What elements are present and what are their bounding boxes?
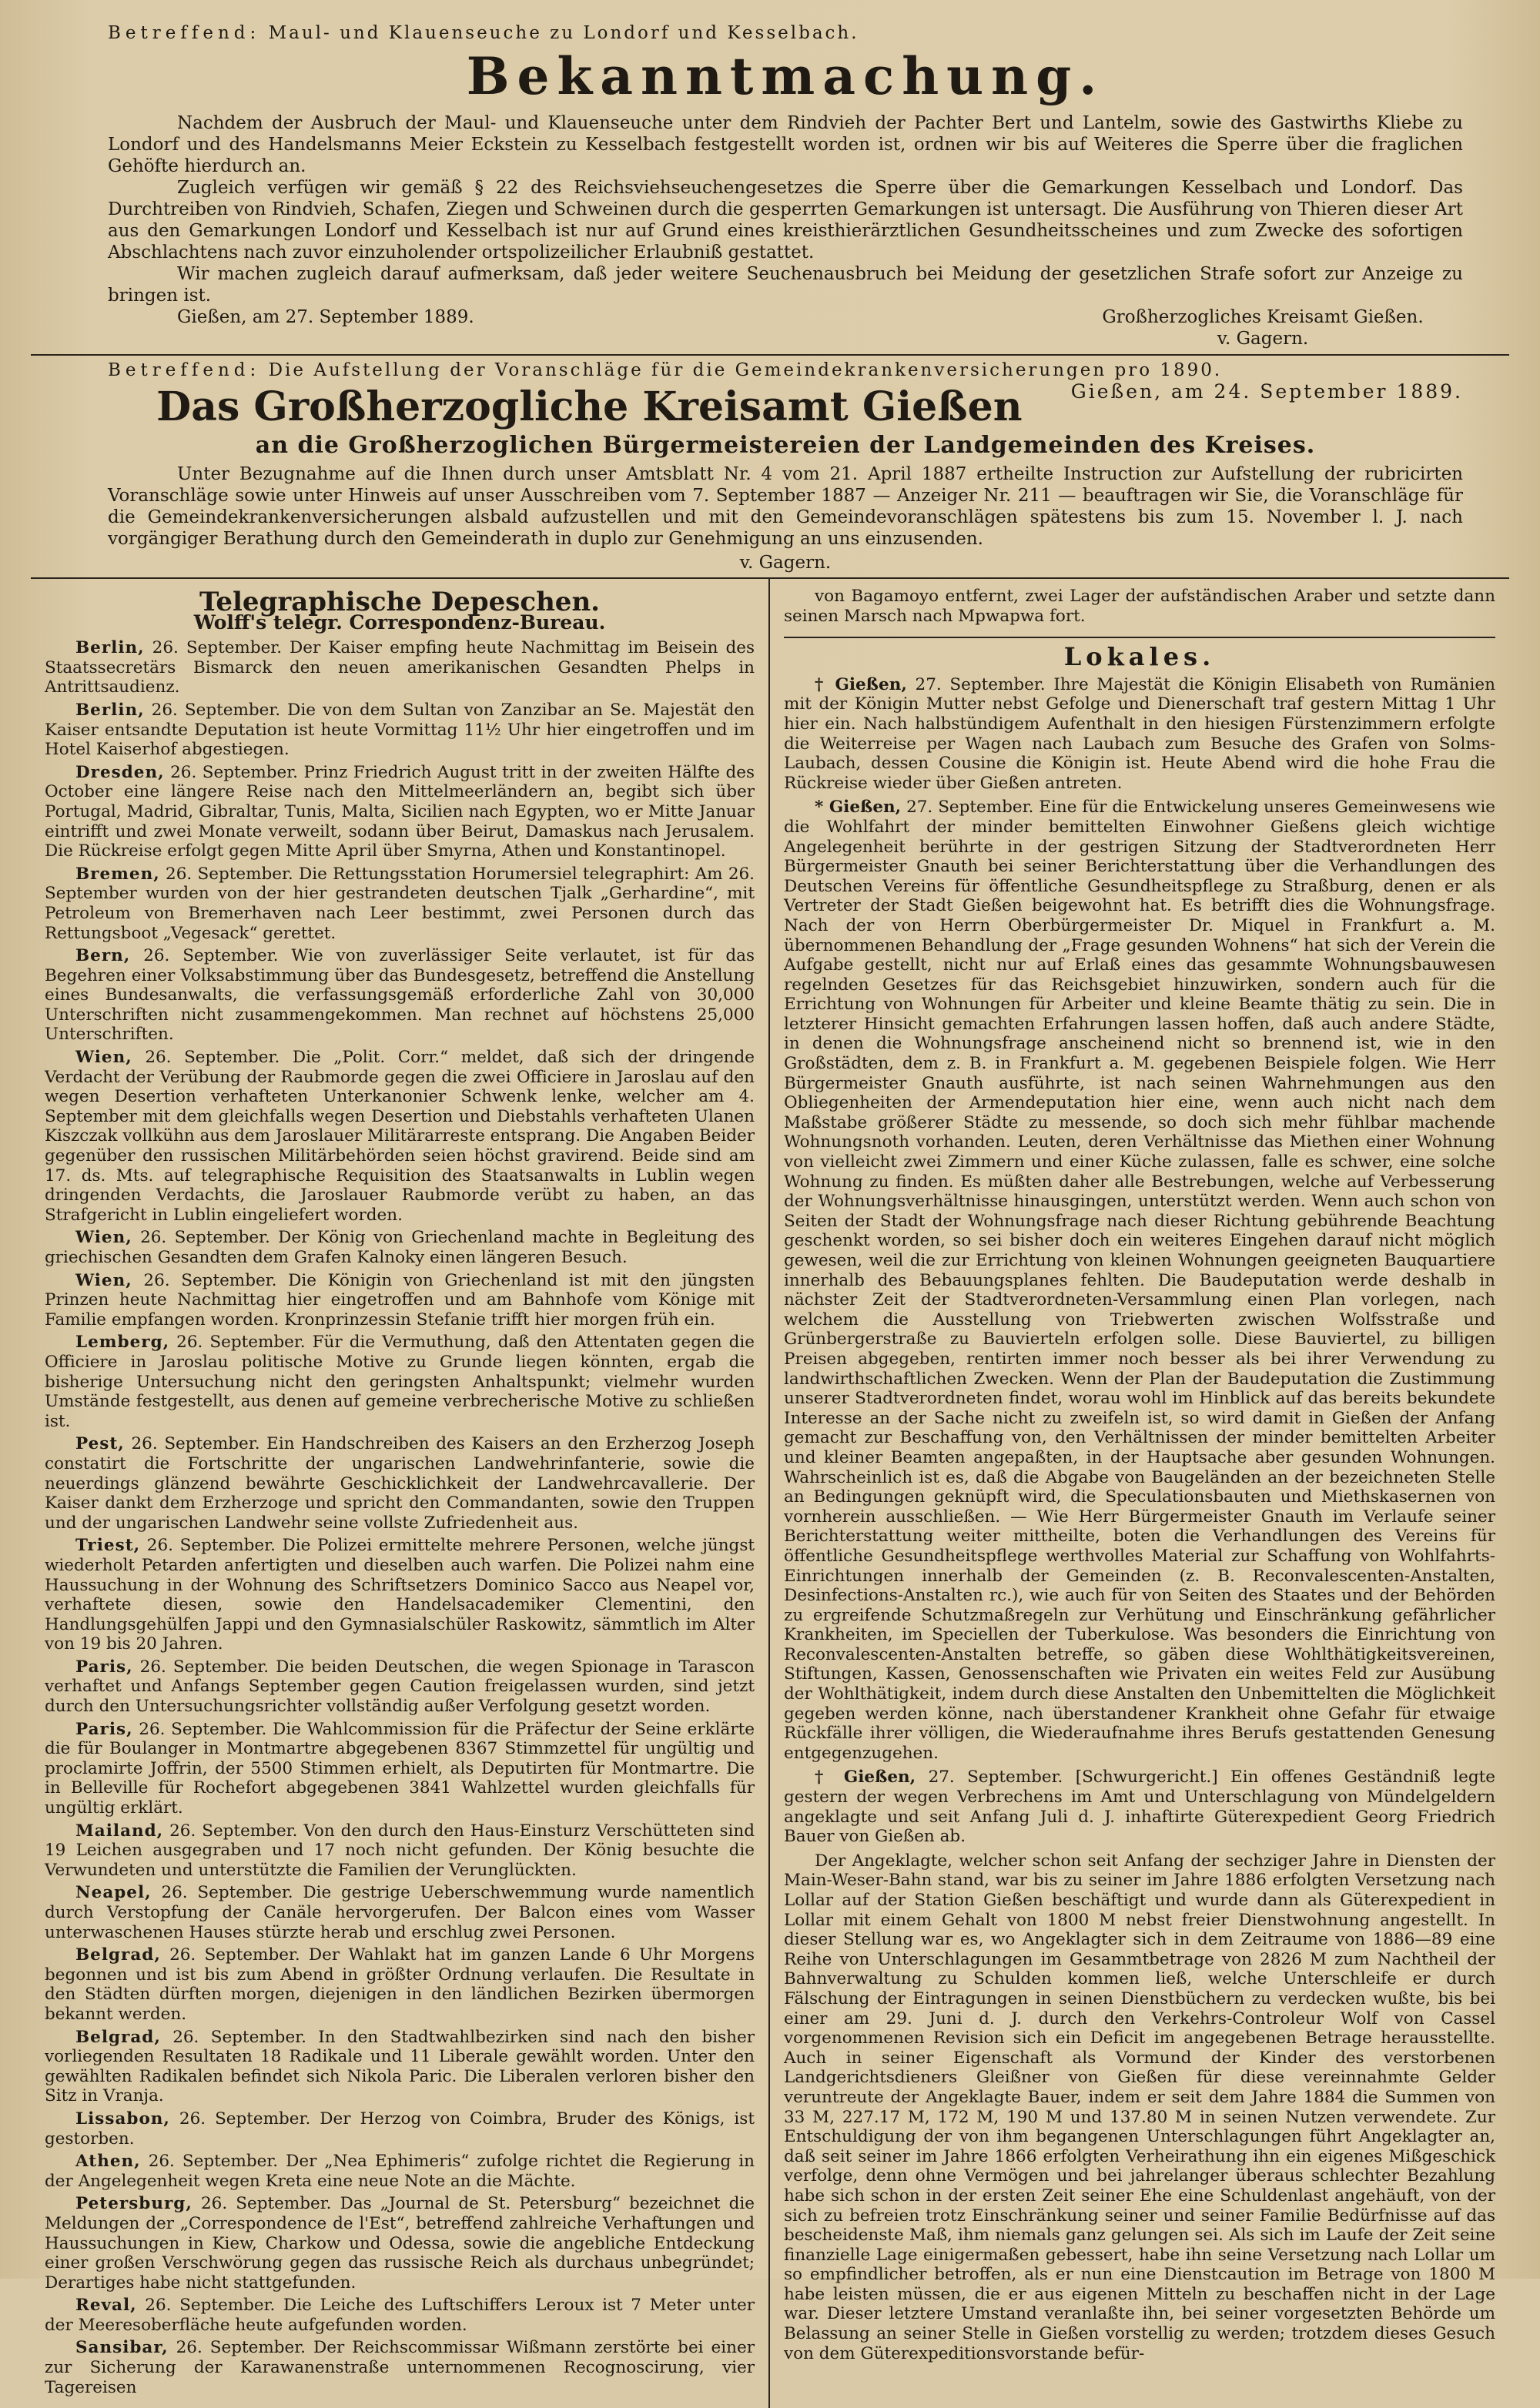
notice2-date: Gießen, am 24. September 1889. bbox=[1070, 380, 1463, 403]
notice2-paragraph: Unter Bezugnahme auf die Ihnen durch unser Amtsblatt Nr. 4 vom 21. April 1887 ertheilte Instruction zur Aufstellung der rubricirten Voranschläge sowie unter Hinweis auf unser Ausschreiben vom 7. September 1887 — Anzeiger Nr. 211 — beauftragen wir Sie, die Voranschläge für die Gemeindekrankenversicherungen alsbald aufzustellen und mit den Gemeindevoranschlägen spätestens bis zum 15. November l. J. nach vorgängiger Berathung durch den Gemeinderath in duplo zur Genehmigung an uns einzusenden. bbox=[108, 464, 1463, 549]
local-item-court bbox=[784, 1768, 1495, 1846]
telegram-place: Berlin, bbox=[75, 638, 145, 658]
telegram-text: 26. September. Der Kaiser empfing heute Nachmittag im Beisein des Staatssecretärs Bismarck den neuen amerikanischen Gesandten Phelps in Antrittsaudienz. bbox=[45, 638, 755, 697]
telegram-place: Wien, bbox=[75, 1270, 132, 1290]
telegram-text: 26. September. Der Herzog von Coimbra, Bruder des Königs, ist gestorben. bbox=[45, 2109, 755, 2149]
telegram-place: Dresden, bbox=[75, 762, 165, 782]
telegram-place: Wien, bbox=[75, 1228, 132, 1248]
telegram-text: 26. September. Die Rettungsstation Horumersiel telegraphirt: Am 26. September wurden von der hier gestrandeten deutschen Tjalk „Gerhardine“, mit Petroleum von Bremerhaven nach Leer bestimmt, zwei Personen durch das Rettungsboot „Vegesack“ gerettet. bbox=[45, 864, 755, 943]
telegram-text: 26. September. Das „Journal de St. Petersburg“ bezeichnet die Meldungen der „Correspondence de l'Est“, betreffend zahlreiche Verhaftungen und Haussuchungen in Kiew, Charkow und Odessa, sowie die angebliche Entdeckung einer großen Verschwörung gegen das russische Reich als durchaus unbegründet; Derartiges habe nicht stattgefunden. bbox=[45, 2194, 755, 2293]
telegram-item bbox=[45, 2109, 755, 2149]
telegram-item bbox=[45, 1434, 755, 1533]
notice1-office: Großherzogliches Kreisamt Gießen. bbox=[1102, 307, 1424, 327]
notice1-paragraph-3: Wir machen zugleich darauf aufmerksam, daß jeder weitere Seuchenausbruch bei Meidung der gesetzlichen Strafe sofort zur Anzeige zu bringen ist. bbox=[108, 264, 1463, 306]
telegram-item bbox=[45, 946, 755, 1045]
telegram-place: Pest, bbox=[75, 1434, 125, 1454]
telegram-item bbox=[45, 1333, 755, 1431]
telegram-item bbox=[45, 1536, 755, 1654]
local-item-2-place: * Gießen, bbox=[815, 798, 902, 818]
telegram-text: 26. September. Die Königin von Griechenland ist mit den jüngsten Prinzen heute Nachmittag hier eingetroffen und am Bahnhofe vom Könige mit Familie empfangen worden. Kronprinzessin Stefanie trifft hier morgen früh ein. bbox=[45, 1270, 755, 1329]
telegram-item bbox=[45, 2152, 755, 2191]
telegram-item bbox=[45, 1228, 755, 1267]
telegram-continuation: von Bagamoyo entfernt, zwei Lager der aufständischen Araber und setzte dann seinen Marsch nach Mpwapwa fort. bbox=[784, 587, 1495, 626]
telegram-place: Triest, bbox=[75, 1536, 141, 1556]
telegram-item bbox=[45, 865, 755, 943]
local-item-2-text: 27. September. Eine für die Entwickelung unseres Gemeinwesens wie die Wohlfahrt der minder bemittelten Einwohner Gießens gleich wichtige Angelegenheit berührte in der gestrigen Sitzung der Stadtverordneten Herr Bürgermeister Gnauth bei seiner Berichterstattung über die Verhandlungen des Deutschen Vereins für öffentliche Gesundheitspflege zu Straßburg, denen er als Vertreter der Stadt Gießen beigewohnt hat. Es betrifft dies die Wohnungsfrage. Nach der von Herrn Oberbürgermeister Dr. Miquel in Frankfurt a. M. übernommenen Behandlung der „Frage gesunden Wohnens“ hat sich der Verein die Aufgabe gestellt, nicht nur auf Erlaß eines das gesammte Wohnungsbauwesen regelnden Gesetzes für das Reichsgebiet hinzuwirken, sondern auch für die Errichtung von Wohnungen für Arbeiter und kleine Beamte thätig zu sein. Die in letzterer Hinsicht gemachten Erfahrungen lassen hoffen, daß auch andere Städte, in denen die Wohnungsfrage anscheinend nicht so brennend ist, wie in den Großstädten, dem z. B. in Frankfurt a. M. gegebenen Beispiele folgen. Wie Herr Bürgermeister Gnauth ausführte, ist nach seinen Wahrnehmungen aus den Obliegenheiten der Armendeputation hier eine, wenn auch nicht nach dem Maßstabe größerer Städte zu messende, so doch sich mehr fühlbar machende Wohnungsnoth vorhanden. Leuten, deren Verhältnisse das Miethen einer Wohnung von vielleicht zwei Zimmern und einer Küche zulassen, falle es schwer, eine solche Wohnung zu finden. Es müßten daher alle Bestrebungen, welche auf Verbesserung der Wohnungsverhältnisse hinausgingen, unterstützt werden. Wenn auch schon von Seiten der Stadt der Wohnungsfrage nach dieser Richtung gebührende Beachtung geschenkt worden, so sei bisher doch ein weiteres Eingehen darauf nicht möglich gewesen, weil die zur Errichtung von kleinen Wohnungen geeigneten Bauquartiere innerhalb des Bebauungsplanes fehlten. Die Baudeputation werde deshalb in nächster Zeit der Stadtverordneten-Versammlung einen Plan vorlegen, nach welchem die Ausstellung von Triebwerten zwischen Wolfsstraße und Grünbergerstraße zu Bauvierteln erfolgen solle. Diese Bauviertel, zu billigen Preisen abgegeben, rentirten immer noch besser als bei ihrer Verwendung zu landwirthschaftlichen Zwecken. Wenn der Plan der Baudeputation die Zustimmung unserer Stadtverordneten findet, worau wohl im Hinblick auf das bereits bekundete Interesse an der Sache nicht zu zweifeln ist, so wird damit in Gießen der Anfang gemacht zur Beschaffung von, den Verhältnissen der minder bemittelten Arbeiter und kleiner Beamten angepaßten, in der Hauptsache aber gesunden Wohnungen. Wahrscheinlich ist es, daß die Abgabe von Baugeländen an der bezeichneten Stelle an Bedingungen geknüpft wird, die Speculationsbauten und Miethskasernen von vornherein ausschließen. — Wie Herr Bürgermeister Gnauth im Verlaufe seiner Berichterstattung weiter mittheilte, boten die Verhandlungen des Vereins für öffentliche Gesundheitspflege werthvolles Material zur Schaffung von Wohlfahrts-Einrichtungen innerhalb der Gemeinden (z. B. Reconvalescenten-Anstalten, Desinfections-Anstalten rc.), wie auch für von Seiten des Staates und der Behörden zu ergreifende Schutzmaßregeln zur Verhütung und Einschränkung gefährlicher Krankheiten, im Speciellen der Tuberkulose. Was besonders die Einrichtung von Reconvalescenten-Anstalten betreffe, so gäben diese Wohlthätigkeitsvereinen, Stiftungen, Kassen, Genossenschaften wie Privaten ein weites Feld zur Ausübung der Wohlthätigkeit, indem durch diese Anstalten den Unbemittelten die Möglichkeit gegeben werden könne, nach überstandener Krankheit ohne Gefahr für etwaige Rückfälle ihrer völligen, die Wiederaufnahme ihres Berufs gestattenden Genesung entgegenzugehen. bbox=[784, 798, 1495, 1763]
notice2-betreff-text: Die Aufstellung der Voranschläge für die Gemeindekrankenversicherungen pro 1890. bbox=[268, 360, 1223, 380]
notice2-betreff bbox=[108, 360, 1463, 403]
notice2-body bbox=[108, 463, 1463, 550]
notice2-subtitle: an die Großherzoglichen Bürgermeistereien der Landgemeinden des Kreises. bbox=[255, 432, 1316, 459]
telegram-item bbox=[45, 1048, 755, 1225]
telegram-item bbox=[45, 1821, 755, 1881]
notice1-paragraph-1: Nachdem der Ausbruch der Maul- und Klauenseuche unter dem Rindvieh der Pachter Bert und Lantelm, sowie des Gastwirths Kliebe zu Londorf und des Handelsmanns Meier Eckstein zu Kesselbach festgestellt worden ist, ordnen wir bis auf Weiteres die Sperre über die fraglichen Gehöfte hierdurch an. bbox=[108, 113, 1463, 176]
telegram-text: 26. September. Die Wahlcommission für die Präfectur der Seine erklärte die für Boulanger in Montmartre abgegebenen 8367 Stimmzettel für ungültig und proclamirte Joffrin, der 5500 Stimmen erhielt, als Deputirten für Montmartre. Die in Belleville für Rochefort abgegebenen 3841 Wahlzettel wurden gleichfalls für ungültig erklärt. bbox=[45, 1719, 755, 1818]
telegram-place: Lissabon, bbox=[75, 2109, 170, 2129]
telegram-text: 26. September. Die Polizei ermittelte mehrere Personen, welche jüngst wiederholt Petarden anfertigten und dieselben auch warfen. Die Polizei nahm eine Haussuchung in der Wohnung des Schriftsetzers Dominico Sacco aus Neapel vor, verhaftete diesen, sowie den Handelsacademiker Clementini, den Handlungsgehülfen Jappi und den Gymnasialschüler Raskowitz, sämmtlich im Alter von 19 bis 20 Jahren. bbox=[45, 1536, 755, 1654]
telegram-text: 26. September. Die „Polit. Corr.“ meldet, daß sich der dringende Verdacht der Verübung der Raubmorde gegen die zwei Officiere in Jaroslau auf den wegen Desertion verhafteten Unterkanonier Schwenk lenke, welcher am 4. September mit dem gleichfalls wegen Desertion und Diebstahls verhafteten Ulanen Kiszczak vollkühn aus dem Jaroslauer Militärarreste entsprang. Die Angaben Beider gegenüber den russischen Militärbehörden seien höchst gravirend. Beide sind am 17. ds. Mts. auf telegraphische Requisition des Staatsanwalts in Lublin wegen dringenden Verdachts, die Jaroslauer Raubmorde verübt zu haben, an das Strafgericht in Lublin eingeliefert worden. bbox=[45, 1048, 755, 1225]
telegram-place: Paris, bbox=[75, 1657, 133, 1677]
telegram-place: Lemberg, bbox=[75, 1333, 170, 1353]
telegram-place: Belgrad, bbox=[75, 2027, 161, 2047]
telegram-text: 26. September. Von den durch den Haus-Einsturz Verschütteten sind 19 Leichen ausgegraben und 17 noch nicht gefunden. Der König besuchte die Verwundeten und unterstützte die Familien der Verunglückten. bbox=[45, 1821, 755, 1880]
telegram-place: Berlin, bbox=[75, 700, 145, 720]
divider-rule bbox=[31, 354, 1509, 356]
telegram-text: 26. September. Die Leiche des Luftschiffers Leroux ist 7 Meter unter der Meeresoberfläche heute aufgefunden worden. bbox=[45, 2296, 755, 2335]
telegram-text: 26. September. Die gestrige Ueberschwemmung wurde namentlich durch Verstopfung der Canäle hervorgerufen. Der Balcon eines vom Wasser unterwaschenen Hauses stürzte herab und erschlug zwei Personen. bbox=[45, 1883, 755, 1942]
telegrams-title: Telegraphische Depeschen. bbox=[199, 587, 600, 617]
telegram-place: Belgrad, bbox=[75, 1945, 161, 1965]
columns bbox=[31, 577, 1509, 2408]
local-news-title: Lokales. bbox=[784, 637, 1495, 667]
telegram-text: 26. September. Der „Nea Ephimeris“ zufolge richtet die Regierung in der Angelegenheit wegen Kreta eine neue Note an die Mächte. bbox=[45, 2152, 755, 2191]
telegram-place: Petersburg, bbox=[75, 2194, 192, 2214]
notice-health-insurance bbox=[108, 360, 1463, 573]
telegram-text: 26. September. Für die Vermuthung, daß den Attentaten gegen die Officiere in Jaroslau politische Motive zu Grunde liegen könnten, ergab die bisherige Untersuchung nicht den geringsten Anhaltspunkt; vielmehr wurden Umstände festgestellt, aus denen auf gemeine verbrecherische Motive zu schließen ist. bbox=[45, 1333, 755, 1431]
telegram-text: 26. September. Ein Handschreiben des Kaisers an den Erzherzog Joseph constatirt die Fortschritte der ungarischen Landwehrinfanterie, sowie die neuerdings glänzend bewährte Geschicklichkeit der Landwehrcavallerie. Der Kaiser dankt dem Erzherzoge und spricht den Commandanten, sowie den Truppen und der ungarischen Landwehr seine vollste Zufriedenheit aus. bbox=[45, 1434, 755, 1533]
telegram-text: 26. September. In den Stadtwahlbezirken sind nach den bisher vorliegenden Resultaten 18 Radikale und 11 Liberale gewählt worden. Unter den gewählten Radikalen befindet sich Nikola Paric. Die Liberalen verloren bisher den Sitz in Vranja. bbox=[45, 2027, 755, 2106]
telegram-text: 26. September. Prinz Friedrich August tritt in der zweiten Hälfte des October eine längere Reise nach den Mittelmeerländern an, begibt sich über Portugal, Madrid, Gibraltar, Tunis, Malta, Sicilien nach Egypten, wo er Mitte Januar eintrifft und zwei Monate verweilt, sodann über Beirut, Damaskus nach Jerusalem. Die Rückreise erfolgt gegen Mitte April über Smyrna, Athen und Konstantinopel. bbox=[45, 762, 755, 861]
notice2-title: Das Großherzogliche Kreisamt Gießen bbox=[156, 383, 1023, 430]
notice1-betreff bbox=[108, 23, 1463, 43]
telegram-text: 26. September. Die beiden Deutschen, die wegen Spionage in Tarascon verhaftet und Anfangs September gegen Caution freigelassen wurden, sind jetzt durch den Untersuchungsrichter vollständig außer Verfolgung gesetzt worden. bbox=[45, 1657, 755, 1717]
column-left bbox=[31, 579, 770, 2408]
telegram-place: Reval, bbox=[75, 2296, 137, 2316]
local-item-court-continued: Der Angeklagte, welcher schon seit Anfang der sechziger Jahre in Diensten der Main-Weser-Bahn stand, war bis zu seiner im Jahre 1886 erfolgten Versetzung nach Lollar auf der Station Gießen beschäftigt und wurde dann als Güterexpedient in Lollar mit einem Gehalt von 1800 M nebst freier Dienstwohnung angestellt. In dieser Stellung war es, wo Angeklagter sich in dem Zeitraume von 1886—89 eine Reihe von Unterschlagungen im Gesammtbetrage von 2826 M zum Nachtheil der Bahnverwaltung zu Schulden kommen ließ, welche Unterschleife er durch Fälschung der Eintragungen in seinen Dienstbüchern zu verdecken wußte, bis bei einer am 29. Juni d. J. durch den Verkehrs-Controleur Wolf von Cassel vorgenommenen Revision sich ein Deficit im angegebenen Betrage herausstellte. Auch in seiner Eigenschaft als Vormund der Kinder des verstorbenen Landgerichtsdieners Gleißner von Gießen für diese vereinnahmte Gelder veruntreute der Angeklagte Bauer, indem er seit dem Jahre 1884 die Summen von 33 M, 227.17 M, 172 M, 190 M und 137.80 M in seinen Nutzen verwendete. Zur Entschuldigung der von ihm begangenen Unterschlagungen führt Angeklagter an, daß seit seiner im Jahre 1866 erfolgten Verheirathung ihn ein eigenes Mißgeschick verfolge, denn ohne Vermögen und bei jahrelanger überaus schlechter Bezahlung habe sich schon in der ersten Zeit seiner Ehe eine Schuldenlast angehäuft, von der sich zu befreien trotz Einschränkung seiner und seiner Familie Bedürfnisse auf das bescheidenste Maß, ihm niemals ganz gelungen sei. Als sich im Laufe der Zeit seine finanzielle Lage einigermaßen gebessert, habe ihn seine Versetzung nach Lollar um so empfindlicher betroffen, als er nun eine Dienstcaution im Betrage von 1800 M habe leisten müssen, die er aus eigenen Mitteln zu beschaffen nicht in der Lage war. Dieser letztere Umstand veranlaßte ihn, bei seiner vorgesetzten Behörde um Belassung an seiner Stelle in Gießen vorstellig zu werden; trotzdem dieses Gesuch von dem Güterexpeditionsvorstande befür- bbox=[784, 1851, 1495, 2363]
local-item-housing bbox=[784, 798, 1495, 1763]
local-item-1-place: † Gießen, bbox=[815, 674, 907, 694]
notice1-betreff-label: Betreffend: bbox=[108, 23, 261, 43]
telegram-place: Bern, bbox=[75, 946, 131, 966]
telegram-item bbox=[45, 1945, 755, 2024]
telegram-place: Wien, bbox=[75, 1048, 132, 1068]
notice1-body bbox=[108, 112, 1463, 306]
telegram-item bbox=[45, 763, 755, 861]
telegram-place: Bremen, bbox=[75, 864, 160, 884]
telegram-place: Athen, bbox=[75, 2152, 141, 2172]
telegram-place: Sansibar, bbox=[75, 2338, 169, 2358]
telegram-item bbox=[45, 2028, 755, 2106]
telegram-item bbox=[45, 1271, 755, 1330]
notice-foot-and-mouth bbox=[108, 23, 1463, 349]
telegram-text: 26. September. Der Reichscommissar Wißmann zerstörte bei einer zur Sicherung der Karawanenstraße unternommenen Recognoscirung, vier Tagereisen bbox=[45, 2338, 755, 2397]
telegram-item bbox=[45, 638, 755, 697]
local-item-1-text: 27. September. Ihre Majestät die Königin Elisabeth von Rumänien mit der Königin Mutter nebst Gefolge und Dienerschaft traf gestern Mittag 1 Uhr hier ein. Nach halbstündigem Aufenthalt in den hiesigen Fürstenzimmern erfolgte die Weiterreise per Wagen nach Laubach zum Besuche des Grafen von Solms-Laubach, dessen Cousine die Königin ist. Heute Abend wird die hohe Frau die Rückreise wieder über Gießen antreten. bbox=[784, 674, 1495, 793]
telegram-item bbox=[45, 2338, 755, 2397]
notice1-date: Gießen, am 27. September 1889. bbox=[177, 307, 474, 327]
telegram-item bbox=[45, 701, 755, 760]
telegram-text: 26. September. Die von dem Sultan von Zanzibar an Se. Majestät den Kaiser entsandte Deputation ist heute Vormittag 11½ Uhr hier eingetroffen und im Hotel Kaiserhof abgestiegen. bbox=[45, 700, 755, 760]
telegram-item bbox=[45, 2194, 755, 2293]
telegrams-subtitle: Wolff's telegr. Correspondenz-Bureau. bbox=[193, 610, 606, 634]
telegram-list bbox=[45, 638, 755, 2397]
telegram-item bbox=[45, 2296, 755, 2335]
telegram-text: 26. September. Der Wahlakt hat im ganzen Lande 6 Uhr Morgens begonnen und ist bis zum Abend in größter Ordnung verlaufen. Die Resultate in den Städten dürften morgen, diejenigen in den ländlichen Bezirken übermorgen bekannt werden. bbox=[45, 1945, 755, 2024]
notice1-signature-row bbox=[108, 306, 1463, 328]
notice1-paragraph-2: Zugleich verfügen wir gemäß § 22 des Reichsviehseuchengesetzes die Sperre über die Gemarkungen Kesselbach und Londorf. Das Durchtreiben von Rindvieh, Schafen, Ziegen und Schweinen durch die gesperrten Gemarkungen ist untersagt. Die Ausführung von Thieren dieser Art aus den Gemarkungen Londorf und Kesselbach ist nur auf Grund eines kreisthierärztlichen Gesundheitsscheines und zum Zwecke des sofortigen Abschlachtens nach zuvor einzuholender ortspolizeilicher Erlaubniß gestattet. bbox=[108, 178, 1463, 263]
telegram-text: 26. September. Der König von Griechenland machte in Begleitung des griechischen Gesandten dem Grafen Kalnoky einen längeren Besuch. bbox=[45, 1228, 755, 1267]
column-right bbox=[770, 579, 1509, 2408]
telegram-item bbox=[45, 1720, 755, 1818]
local-item-3-place: † Gießen, bbox=[815, 1768, 916, 1788]
local-item-3-text: 27. September. [Schwurgericht.] Ein offenes Geständniß legte gestern der wegen Verbrechens im Amt und Unterschlagung von Mündelgeldern angeklagte und seit Anfang Juli d. J. inhaftirte Güterexpedient Georg Friedrich Bauer von Gießen ab. bbox=[784, 1768, 1495, 1847]
telegram-item bbox=[45, 1657, 755, 1717]
telegram-item bbox=[45, 1883, 755, 1942]
telegram-place: Paris, bbox=[75, 1719, 133, 1739]
notice1-betreff-text: Maul- und Klauenseuche zu Londorf und Kesselbach. bbox=[268, 23, 859, 43]
telegram-place: Neapel, bbox=[75, 1883, 152, 1903]
notice2-signature: v. Gagern. bbox=[739, 553, 832, 573]
notice1-signature-row-2 bbox=[108, 328, 1463, 349]
notice1-title: Bekanntmachung. bbox=[466, 46, 1105, 106]
telegram-text: 26. September. Wie von zuverlässiger Seite verlautet, ist für das Begehren einer Volksabstimmung über das Bundesgesetz, betreffend die Anstellung eines Bundesanwalts, die verfassungsgemäß erforderliche Zahl von 30,000 Unterschriften nicht zusammengekommen. Man rechnet auf höchstens 25,000 Unterschriften. bbox=[45, 946, 755, 1045]
notice1-signature: v. Gagern. bbox=[1217, 329, 1309, 349]
notice2-betreff-label: Betreffend: bbox=[108, 360, 261, 380]
local-item-queen bbox=[784, 675, 1495, 794]
telegram-place: Mailand, bbox=[75, 1821, 164, 1841]
